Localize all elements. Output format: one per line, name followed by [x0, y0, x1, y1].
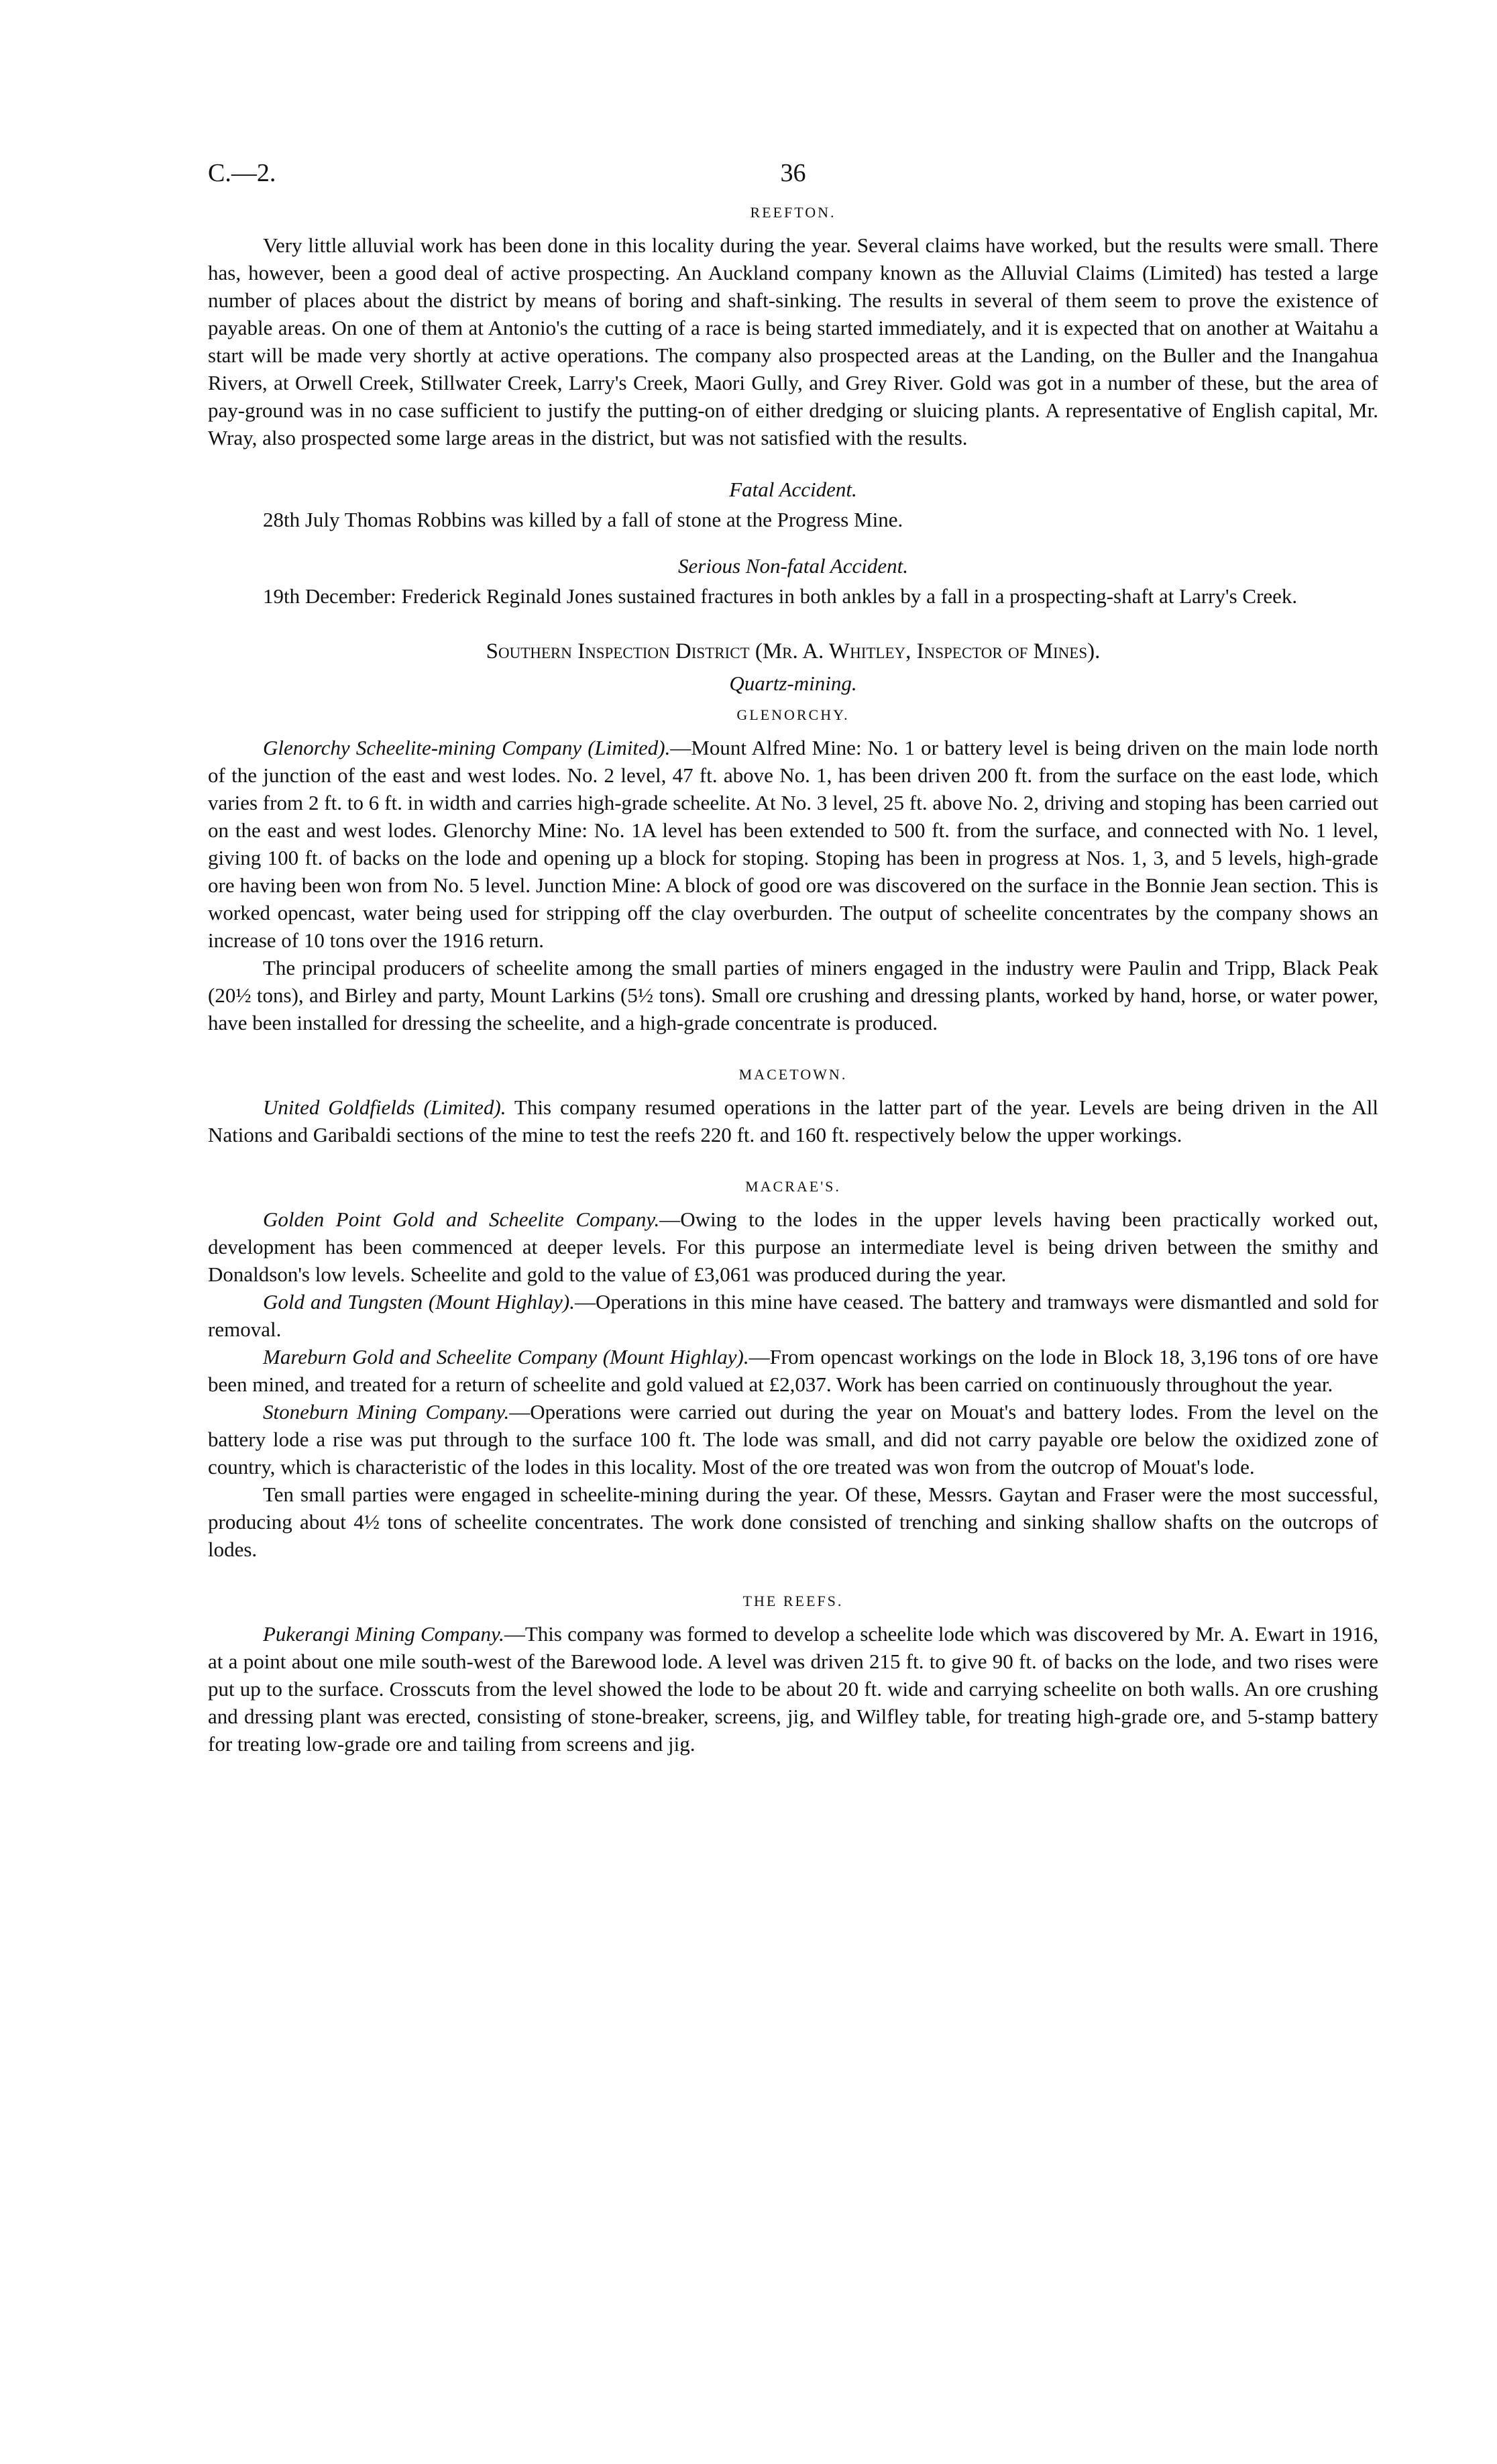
- heading-serious-accident: Serious Non-fatal Accident.: [678, 554, 908, 578]
- paragraph-reefton: Very little alluvial work has been done in this locality during the year. Several claims have worked, but the results were small. There has, however, been a good deal of active prospecting. An Auckland company known as the Alluvial Claims (Limited) has tested a large number of places about the district by means of boring and shaft-sinking. The results in several of them seem to prove the existence of payable areas. On one of them at Antonio's the cutting of a race is being started immediately, and it is expected that on another at Waitahu a start will be made very shortly at active operations. The company also prospected areas at the Landing, on the Buller and the Inangahua Rivers, at Orwell Creek, Stillwater Creek, Larry's Creek, Maori Gully, and Grey River. Gold was got in a number of these, but the area of pay-ground was in no case sufficient to justify the putting-on of either dredging or sluicing plants. A representative of English capital, Mr. Wray, also prospected some large areas in the district, but was not satisfied with the results.: [208, 233, 1378, 449]
- paragraph-glenorchy-company: [208, 734, 1378, 954]
- paragraph-text: —This company was formed to develop a scheelite lode which was discovered by Mr. A. Ewart in 1916, at a point about one mile south-west of the Barewood lode. A level was driven 215 ft. to give 90 ft. of backs on the lode, and two rises were put up to the surface. Crosscuts from the level showed the lode to be about 20 ft. wide and carrying scheelite on both walls. An ore crushing and dressing plant was erected, consisting of stone-breaker, screens, jig, and Wilfley table, for treating high-grade ore, and 5-stamp battery for treating low-grade ore and tailing from screens and jig.: [208, 1622, 1378, 1756]
- heading-fatal-accident: Fatal Accident.: [729, 478, 857, 501]
- paragraph-text: —Operations in this mine have ceased. The battery and tramways were dismantled and sold for removal.: [208, 1290, 1379, 1341]
- page-header: [208, 154, 1378, 195]
- page-number: 36: [780, 159, 806, 187]
- section-heading-reefton: REEFTON.: [750, 204, 836, 221]
- section-heading-macraes: MACRAE'S.: [745, 1178, 841, 1195]
- company-name: Gold and Tungsten (Mount Highlay).: [263, 1290, 575, 1314]
- paragraph-pukerangi: [208, 1620, 1378, 1758]
- paragraph-serious-accident: 19th December: Frederick Reginald Jones sustained fractures in both ankles by a fall in a prospecting-shaft at Larry's Creek.: [263, 584, 1298, 608]
- section-heading-macetown: MACETOWN.: [738, 1066, 848, 1083]
- paragraph-macetown: [208, 1093, 1378, 1148]
- paragraph-text: This company resumed operations in the latter part of the year. Levels are being driven in the All Nations and Garibaldi sections of the mine to test the reefs 220 ft. and 160 ft. respectively below the upper workings.: [208, 1095, 1379, 1146]
- paragraph-small-parties: Ten small parties were engaged in scheelite-mining during the year. Of these, Messrs. Gaytan and Fraser were the most successful, producing about 4½ tons of scheelite concentrates. The work done consisted of trenching and sinking shallow shafts on the outcrops of lodes.: [208, 1483, 1378, 1561]
- paragraph-text: —Owing to the lodes in the upper levels having been practically worked out, development has been commenced at deeper levels. For this purpose an intermediate level is being driven between the smithy and Donaldson's low levels. Scheelite and gold to the value of £3,061 was produced during the year.: [208, 1208, 1378, 1286]
- company-name: Golden Point Gold and Scheelite Company.: [263, 1208, 660, 1231]
- paragraph-stoneburn: [208, 1398, 1378, 1481]
- heading-quartz-mining: Quartz-mining.: [729, 672, 857, 695]
- paragraph-gold-tungsten: [208, 1288, 1378, 1343]
- document-page: [208, 154, 1378, 1758]
- company-name: Glenorchy Scheelite-mining Company (Limited).: [263, 736, 671, 759]
- company-name: Mareburn Gold and Scheelite Company (Mount Highlay).: [263, 1345, 749, 1369]
- section-heading-glenorchy: GLENORCHY.: [736, 706, 850, 723]
- company-name: Stoneburn Mining Company.: [263, 1400, 510, 1424]
- paragraph-golden-point: [208, 1206, 1378, 1288]
- heading-southern-district: Southern Inspection District (Mr. A. Whitley, Inspector of Mines).: [486, 639, 1101, 663]
- company-name: United Goldfields (Limited).: [263, 1095, 506, 1119]
- paragraph-fatal-accident: 28th July Thomas Robbins was killed by a fall of stone at the Progress Mine.: [263, 508, 903, 531]
- paragraph-glenorchy-producers: The principal producers of scheelite among the small parties of miners engaged in the industry were Paulin and Tripp, Black Peak (20½ tons), and Birley and party, Mount Larkins (5½ tons). Small ore crushing and dressing plants, worked by hand, horse, or water power, have been installed for dressing the scheelite, and a high-grade concentrate is produced.: [208, 956, 1378, 1034]
- paragraph-text: —From opencast workings on the lode in Block 18, 3,196 tons of ore have been mined, and treated for a return of scheelite and gold valued at £2,037. Work has been carried on continuously throughout the year.: [208, 1345, 1379, 1396]
- company-name: Pukerangi Mining Company.: [263, 1622, 504, 1646]
- paragraph-text: —Operations were carried out during the year on Mouat's and battery lodes. From the level on the battery lode a rise was put through to the surface 100 ft. The lode was small, and did not carry payable ore below the oxidized zone of country, which is characteristic of the lodes in this locality. Most of the ore treated was won from the outcrop of Mouat's lode.: [208, 1400, 1378, 1479]
- paragraph-mareburn: [208, 1343, 1378, 1398]
- paragraph-text: —Mount Alfred Mine: No. 1 or battery level is being driven on the main lode north of the junction of the east and west lodes. No. 2 level, 47 ft. above No. 1, has been driven 200 ft. from the surface on the east lode, which varies from 2 ft. to 6 ft. in width and carries high-grade scheelite. At No. 3 level, 25 ft. above No. 2, driving and stoping has been carried out on the east and west lodes. Glenorchy Mine: No. 1A level has been extended to 500 ft. from the surface, and connected with No. 1 level, giving 100 ft. of backs on the lode and opening up a block for stoping. Stoping has been in progress at Nos. 1, 3, and 5 levels, high-grade ore having been won from No. 5 level. Junction Mine: A block of good ore was discovered on the surface in the Bonnie Jean section. This is worked opencast, water being used for stripping off the clay overburden. The output of scheelite concentrates by the company shows an increase of 10 tons over the 1916 return.: [208, 736, 1378, 952]
- section-heading-the-reefs: THE REEFS.: [742, 1593, 844, 1609]
- document-reference: C.—2.: [208, 159, 276, 187]
